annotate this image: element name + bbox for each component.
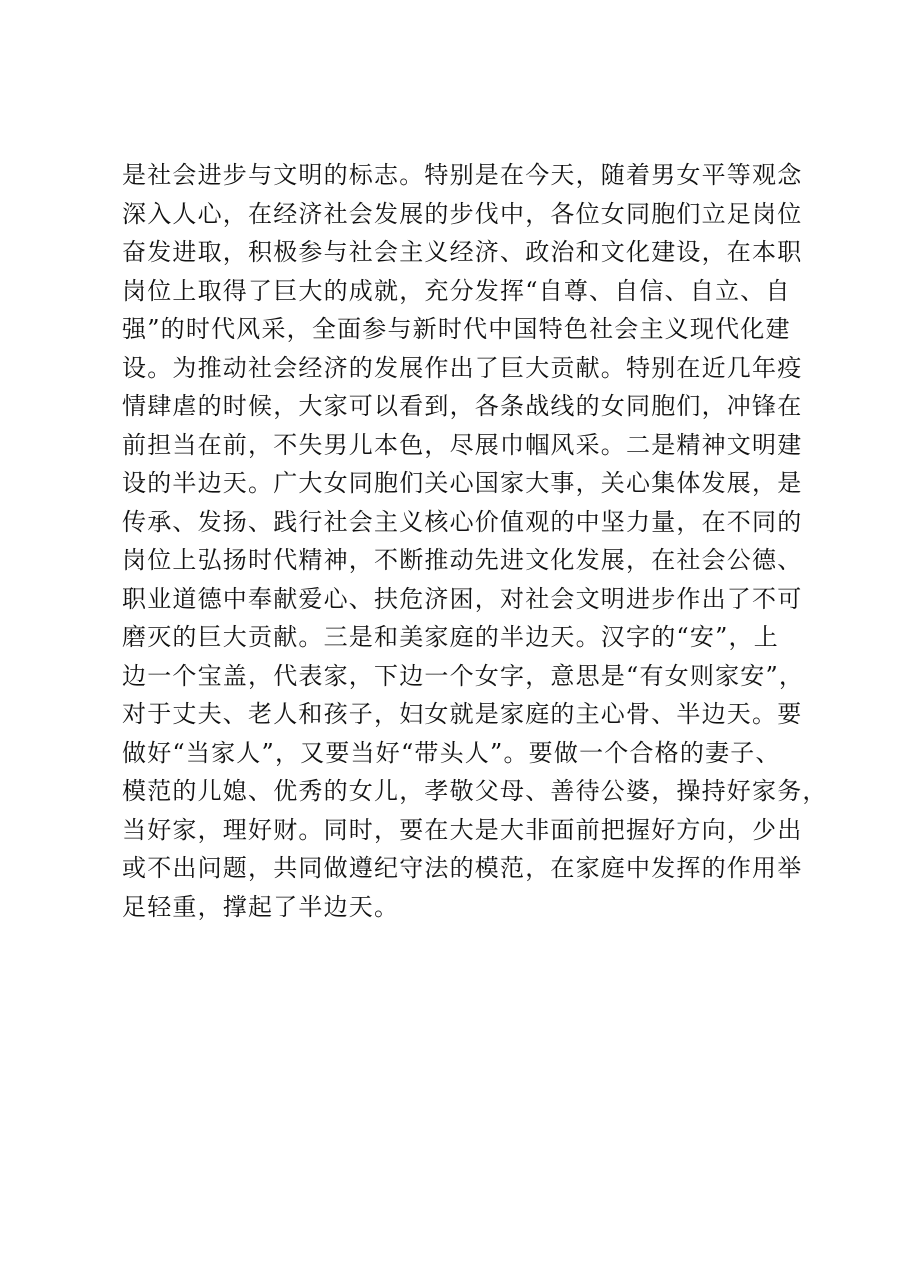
paragraph-line-10: 传承、发扬、践行社会主义核心价值观的中坚力量，在不同的 (122, 507, 803, 536)
paragraph-line-13: 磨灭的巨大贡献。三是和美家庭的半边天。汉字的“安”，上 (122, 623, 779, 651)
paragraph-line-2: 深入人心，在经济社会发展的步伐中，各位女同胞们立足岗位 (122, 199, 803, 228)
paragraph-line-8: 前担当在前，不失男儿本色，尽展巾帼风采。二是精神文明建 (122, 430, 803, 459)
paragraph-line-3: 奋发进取，积极参与社会主义经济、政治和文化建设，在本职 (122, 238, 803, 266)
paragraph-line-5: 强”的时代风采，全面参与新时代中国特色社会主义现代化建 (122, 315, 791, 343)
paragraph-line-4: 岗位上取得了巨大的成就，充分发挥“自尊、自信、自立、自 (122, 276, 791, 305)
paragraph-line-18: 当好家，理好财。同时，要在大是大非面前把握好方向，少出 (122, 815, 803, 844)
paragraph-line-16: 做好“当家人”，又要当好“带头人”。要做一个合格的妻子、 (122, 738, 781, 767)
paragraph-line-7: 情肆虐的时候，大家可以看到，各条战线的女同胞们，冲锋在 (122, 392, 803, 420)
paragraph-line-14: 边一个宝盖，代表家，下边一个女字，意思是“有女则家安”， (122, 661, 805, 690)
paragraph-line-19: 或不出问题，共同做遵纪守法的模范，在家庭中发挥的作用举 (122, 854, 803, 882)
paragraph-line-20: 足轻重，撑起了半边天。 (122, 892, 400, 921)
paragraph-line-6: 设。为推动社会经济的发展作出了巨大贡献。特别在近几年疫 (122, 353, 803, 382)
paragraph-line-9: 设的半边天。广大女同胞们关心国家大事，关心集体发展，是 (122, 469, 803, 497)
paragraph-line-1: 是社会进步与文明的标志。特别是在今天，随着男女平等观念 (122, 161, 803, 189)
paragraph-line-12: 职业道德中奉献爱心、扶危济困，对社会文明进步作出了不可 (122, 584, 803, 613)
body-paragraph (122, 156, 828, 926)
paragraph-line-17: 模范的儿媳、优秀的女儿，孝敬父母、善待公婆，操持好家务， (122, 777, 828, 805)
paragraph-line-11: 岗位上弘扬时代精神，不断推动先进文化发展，在社会公德、 (122, 546, 803, 574)
paragraph-line-15: 对于丈夫、老人和孩子，妇女就是家庭的主心骨、半边天。要 (122, 700, 803, 728)
